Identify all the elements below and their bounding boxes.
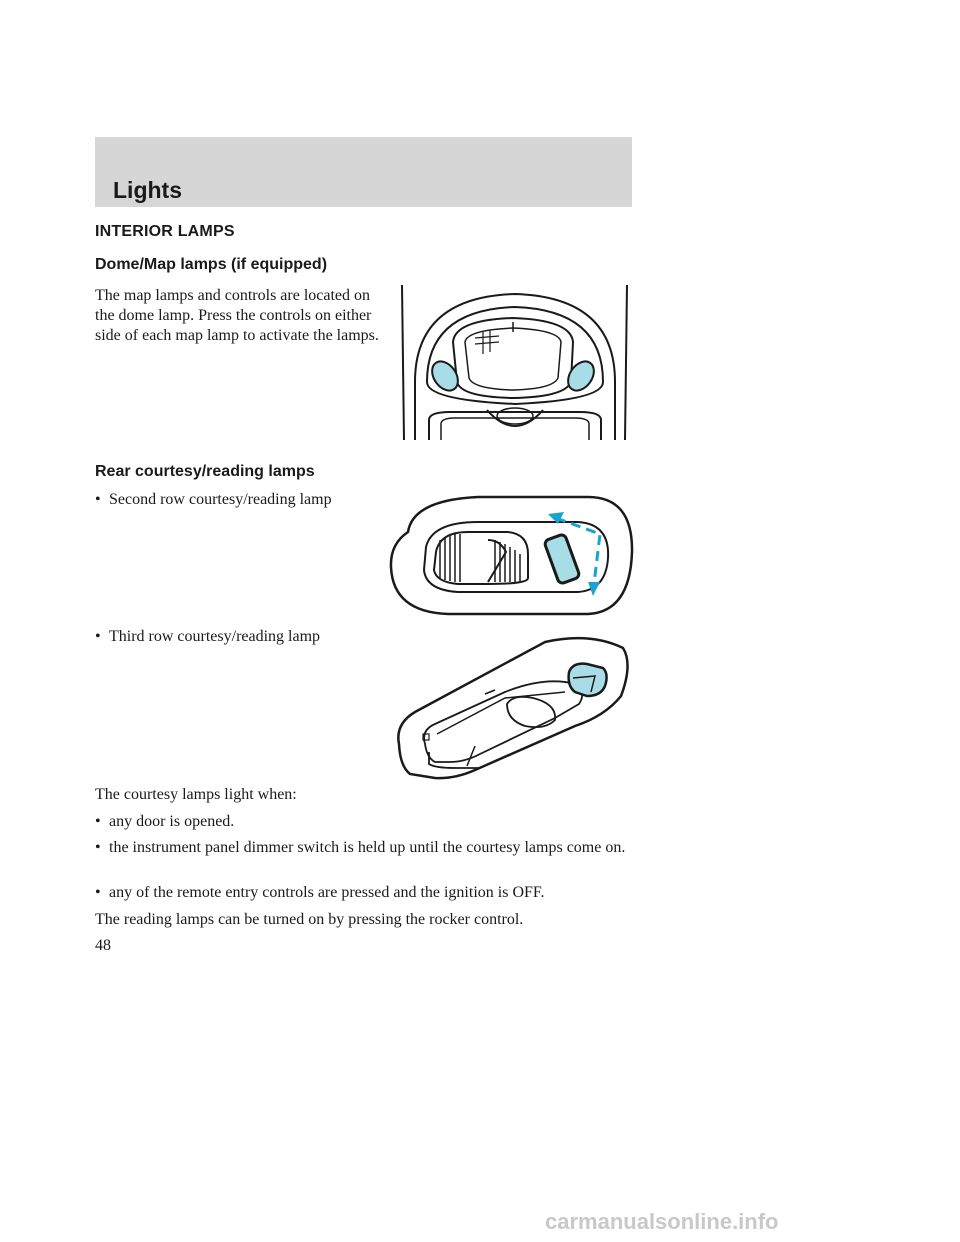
condition-text: any of the remote entry controls are pressed and the ignition is OFF. [109,884,545,901]
condition-text: any door is opened. [109,813,235,830]
bullet-third-row: • Third row courtesy/reading lamp [95,628,321,645]
condition-text: the instrument panel dimmer switch is held up until the courtesy lamps come on. [109,839,626,856]
condition-item: • any of the remote entry controls are pressed and the ignition is OFF. [95,883,635,903]
bullet-second-row-text: Second row courtesy/reading lamp [109,491,332,508]
bullet-second-row: • Second row courtesy/reading lamp [95,491,332,508]
watermark: carmanualsonline.info [545,1209,779,1234]
courtesy-intro: The courtesy lamps light when: [95,786,297,803]
condition-item: • the instrument panel dimmer switch is held up until the courtesy lamps come on. [95,838,635,858]
second-row-lamp-illustration [388,492,636,624]
bullet-third-row-text: Third row courtesy/reading lamp [109,628,321,645]
section-title: Lights [113,177,182,203]
condition-item: • any door is opened. [95,812,635,832]
subheading-rear-courtesy: Rear courtesy/reading lamps [95,463,315,480]
dome-lamp-illustration [395,282,635,442]
reading-paragraph: The reading lamps can be turned on by pressing the rocker control. [95,911,524,928]
heading-interior-lamps: INTERIOR LAMPS [95,223,235,240]
page-number: 48 [95,937,111,954]
subheading-dome-map: Dome/Map lamps (if equipped) [95,256,328,273]
third-row-lamp-illustration [395,634,635,780]
dome-paragraph: The map lamps and controls are located on the dome lamp. Press the controls on either side of each map lamp to activate the lamps. [95,287,379,344]
